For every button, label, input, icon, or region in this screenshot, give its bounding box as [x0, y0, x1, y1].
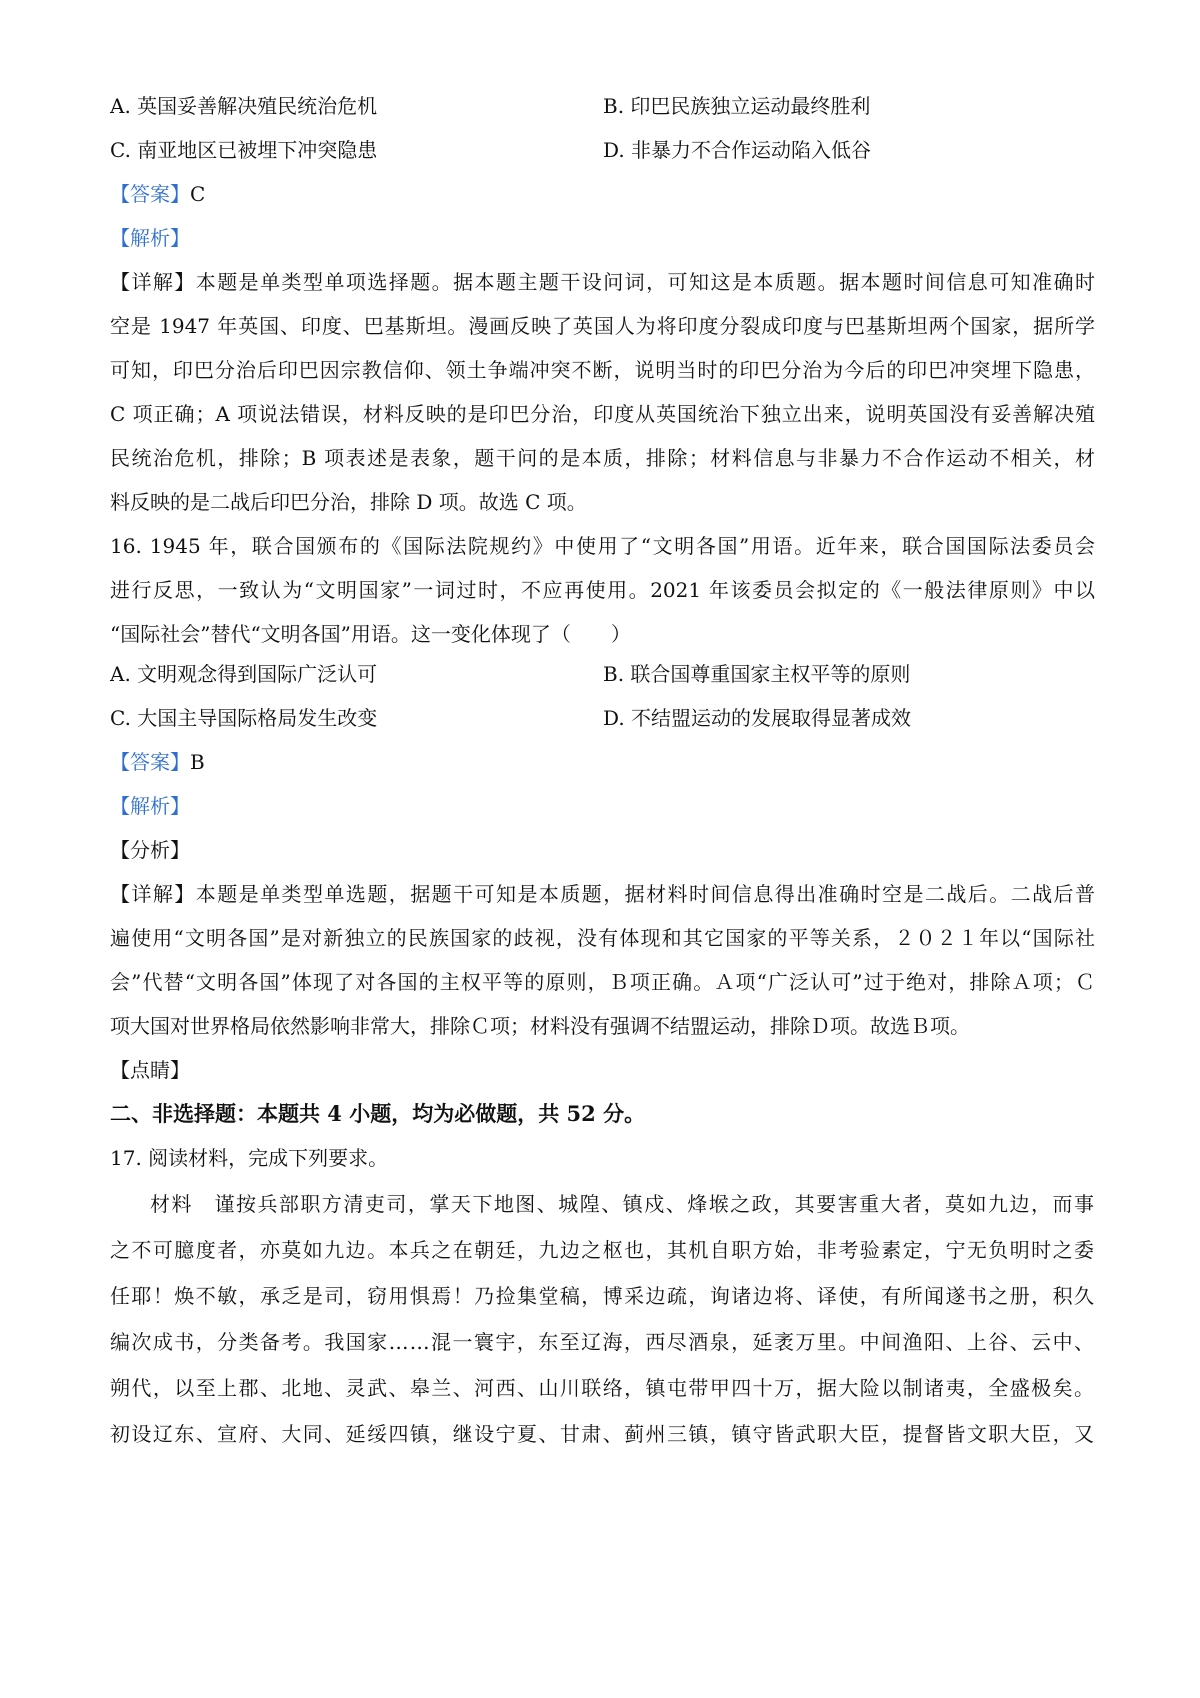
q16-stem-line: 16. 1945 年，联合国颁布的《国际法院规约》中使用了“文明各国”用语。近年来，联合国国际法委员会 [110, 534, 1095, 558]
q17-material-line: 编次成书，分类备考。我国家……混一寰宇，东至辽海，西尽酒泉，延袤万里。中间渔阳、上谷、云中、 [110, 1330, 1095, 1354]
q16-dianjing-tag: 【点睛】 [110, 1058, 190, 1082]
q15-detail-line: 【详解】本题是单类型单项选择题。据本题主题干设问词，可知这是本质题。据本题时间信息可知准确时 [110, 270, 1095, 294]
answer-value: B [190, 750, 205, 774]
q16-fenxi-tag: 【分析】 [110, 838, 190, 862]
answer-tag: 【答案】 [110, 750, 190, 774]
q16-stem-line: 进行反思，一致认为“文明国家”一词过时，不应再使用。2021 年该委员会拟定的《一般法律原则》中以 [110, 578, 1095, 602]
q15-detail-line: 民统治危机，排除；B 项表述是表象，题干问的是本质，排除；材料信息与非暴力不合作运动不相关，材 [110, 446, 1095, 470]
q15-answer [110, 180, 205, 208]
q17-stem: 17. 阅读材料，完成下列要求。 [110, 1146, 389, 1170]
q15-detail-line: 料反映的是二战后印巴分治，排除 D 项。故选 C 项。 [110, 490, 587, 514]
q17-material-line: 初设辽东、宣府、大同、延绥四镇，继设宁夏、甘肃、蓟州三镇，镇守皆武职大臣，提督皆文职大臣，又 [110, 1422, 1095, 1446]
q17-material-line: 朔代，以至上郡、北地、灵武、皋兰、河西、山川联络，镇屯带甲四十万，据大险以制诸夷，全盛极矣。 [110, 1376, 1095, 1400]
q15-detail-line: 可知，印巴分治后印巴因宗教信仰、领土争端冲突不断，说明当时的印巴分治为今后的印巴冲突埋下隐患， [110, 358, 1095, 382]
q17-material-line: 材料 谨按兵部职方清吏司，掌天下地图、城隍、镇戍、烽堠之政，其要害重大者，莫如九边，而事 [150, 1192, 1095, 1216]
q16-option-c: C. 大国主导国际格局发生改变 [110, 706, 378, 730]
q16-option-d: D. 不结盟运动的发展取得显著成效 [603, 706, 912, 730]
q17-material-line: 任耶！焕不敏，承乏是司，窃用惧焉！乃捡集堂稿，博采边疏，询诸边将、译使，有所闻遂书之册，积久 [110, 1284, 1095, 1308]
q16-detail-line: 会”代替“文明各国”体现了对各国的主权平等的原则，Ｂ项正确。Ａ项“广泛认可”过于绝对，排除Ａ项；Ｃ [110, 970, 1095, 994]
q16-stem-line: “国际社会”替代“文明各国”用语。这一变化体现了（ ） [110, 622, 631, 646]
q15-option-d: D. 非暴力不合作运动陷入低谷 [603, 138, 872, 162]
q15-analysis-tag: 【解析】 [110, 226, 190, 250]
q15-detail-line: C 项正确；A 项说法错误，材料反映的是印巴分治，印度从英国统治下独立出来，说明英国没有妥善解决殖 [110, 402, 1095, 426]
answer-tag: 【答案】 [110, 182, 190, 206]
q16-analysis-tag: 【解析】 [110, 794, 190, 818]
q16-answer [110, 748, 205, 776]
q16-option-a: A. 文明观念得到国际广泛认可 [110, 662, 378, 686]
q16-detail-line: 遍使用“文明各国”是对新独立的民族国家的歧视，没有体现和其它国家的平等关系，２０２１年以“国际社 [110, 926, 1095, 950]
q17-material-line: 之不可臆度者，亦莫如九边。本兵之在朝廷，九边之枢也，其机自职方始，非考验素定，宁无负明时之委 [110, 1238, 1095, 1262]
q15-option-a: A. 英国妥善解决殖民统治危机 [110, 94, 378, 118]
q15-detail-line: 空是 1947 年英国、印度、巴基斯坦。漫画反映了英国人为将印度分裂成印度与巴基斯坦两个国家，据所学 [110, 314, 1095, 338]
q16-detail-line: 项大国对世界格局依然影响非常大，排除Ｃ项；材料没有强调不结盟运动，排除Ｄ项。故选Ｂ项。 [110, 1014, 970, 1038]
q15-option-c: C. 南亚地区已被埋下冲突隐患 [110, 138, 378, 162]
answer-value: C [190, 182, 206, 206]
q16-option-b: B. 联合国尊重国家主权平等的原则 [603, 662, 911, 686]
q15-option-b: B. 印巴民族独立运动最终胜利 [603, 94, 871, 118]
q16-detail-line: 【详解】本题是单类型单选题，据题干可知是本质题，据材料时间信息得出准确时空是二战后。二战后普 [110, 882, 1095, 906]
section-heading: 二、非选择题：本题共 4 小题，均为必做题，共 52 分。 [110, 1101, 646, 1126]
